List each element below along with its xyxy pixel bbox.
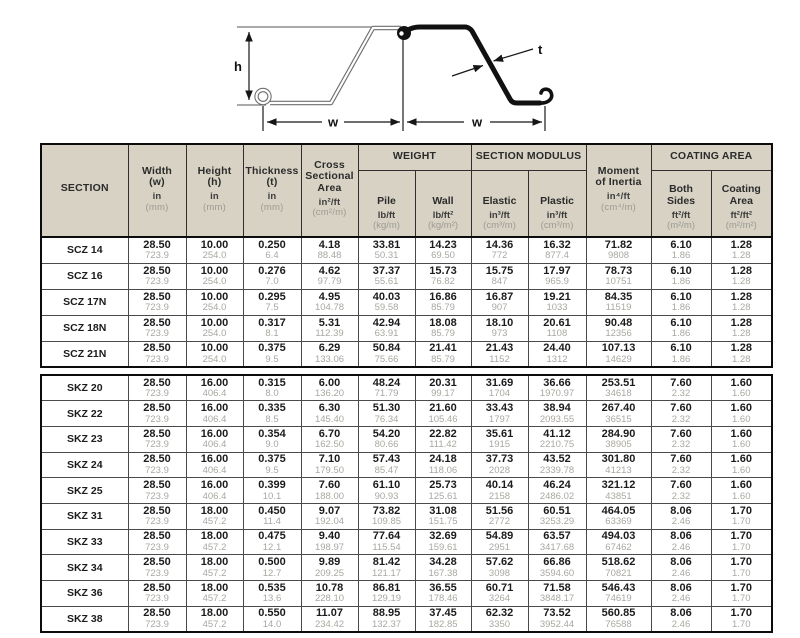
value-cell: 16.00 406.4 [186, 478, 243, 504]
column-header-pile: Pile lb/ft (kg/m) [358, 170, 415, 237]
value-cell: 17.97 965.9 [528, 263, 586, 289]
value-cell: 28.50 723.9 [128, 606, 186, 632]
value-cell: 73.82 109.85 [358, 503, 415, 529]
table-row [41, 581, 772, 607]
column-header-moment-of-inertia: Moment of Inertia in⁴/ft (cm⁴/m) [586, 144, 651, 237]
table-row [41, 452, 772, 478]
skz-table-body [41, 375, 772, 632]
value-cell: 28.50 723.9 [128, 503, 186, 529]
value-cell: 21.41 85.79 [415, 341, 471, 367]
value-cell: 1.70 1.70 [711, 581, 772, 607]
value-cell: 24.40 1312 [528, 341, 586, 367]
value-cell: 28.50 723.9 [128, 555, 186, 581]
value-cell: 1.60 1.60 [711, 401, 772, 427]
value-cell: 0.375 9.5 [243, 341, 301, 367]
value-cell: 6.70 162.50 [301, 426, 358, 452]
value-cell: 37.73 2028 [471, 452, 528, 478]
value-cell: 66.86 3594.60 [528, 555, 586, 581]
value-cell: 42.94 63.91 [358, 315, 415, 341]
value-cell: 46.24 2486.02 [528, 478, 586, 504]
value-cell: 0.475 12.1 [243, 529, 301, 555]
value-cell: 560.85 76588 [586, 606, 651, 632]
w-right-dimension [407, 115, 542, 130]
section-name: SKZ 31 [41, 503, 128, 529]
value-cell: 1.70 1.70 [711, 555, 772, 581]
group-header-coating-area: COATING AREA [651, 144, 772, 170]
column-header-width: Width (w) in (mm) [128, 144, 186, 237]
value-cell: 6.10 1.86 [651, 341, 711, 367]
value-cell: 10.00 254.0 [186, 237, 243, 263]
value-cell: 0.315 8.0 [243, 375, 301, 401]
value-cell: 546.43 74619 [586, 581, 651, 607]
value-cell: 7.10 179.50 [301, 452, 358, 478]
value-cell: 6.29 133.06 [301, 341, 358, 367]
value-cell: 20.61 1108 [528, 315, 586, 341]
value-cell: 1.28 1.28 [711, 341, 772, 367]
value-cell: 28.50 723.9 [128, 401, 186, 427]
value-cell: 1.60 1.60 [711, 426, 772, 452]
value-cell: 7.60 188.00 [301, 478, 358, 504]
section-name: SKZ 25 [41, 478, 128, 504]
value-cell: 0.276 7.0 [243, 263, 301, 289]
value-cell: 71.58 3848.17 [528, 581, 586, 607]
w-left-dimension [267, 115, 400, 130]
section-name: SKZ 36 [41, 581, 128, 607]
value-cell: 61.10 90.93 [358, 478, 415, 504]
value-cell: 16.00 406.4 [186, 426, 243, 452]
column-header-thickness: Thickness (t) in (mm) [243, 144, 301, 237]
section-name: SKZ 38 [41, 606, 128, 632]
section-name: SKZ 23 [41, 426, 128, 452]
value-cell: 28.50 723.9 [128, 529, 186, 555]
value-cell: 4.62 97.79 [301, 263, 358, 289]
value-cell: 8.06 2.46 [651, 606, 711, 632]
value-cell: 494.03 67462 [586, 529, 651, 555]
value-cell: 24.18 118.06 [415, 452, 471, 478]
value-cell: 51.56 2772 [471, 503, 528, 529]
value-cell: 54.89 2951 [471, 529, 528, 555]
table-header [41, 144, 772, 237]
value-cell: 18.10 973 [471, 315, 528, 341]
value-cell: 8.06 2.46 [651, 503, 711, 529]
sheet-pile-diagram [0, 0, 800, 142]
value-cell: 7.60 2.32 [651, 375, 711, 401]
value-cell: 0.500 12.7 [243, 555, 301, 581]
value-cell: 63.57 3417.68 [528, 529, 586, 555]
value-cell: 60.71 3264 [471, 581, 528, 607]
value-cell: 0.295 7.5 [243, 289, 301, 315]
value-cell: 1.28 1.28 [711, 315, 772, 341]
value-cell: 84.35 11519 [586, 289, 651, 315]
value-cell: 6.10 1.86 [651, 237, 711, 263]
value-cell: 43.52 2339.78 [528, 452, 586, 478]
value-cell: 0.450 11.4 [243, 503, 301, 529]
value-cell: 4.18 88.48 [301, 237, 358, 263]
value-cell: 78.73 10751 [586, 263, 651, 289]
value-cell: 0.317 8.1 [243, 315, 301, 341]
value-cell: 7.60 2.32 [651, 452, 711, 478]
table-row [41, 401, 772, 427]
value-cell: 28.50 723.9 [128, 581, 186, 607]
value-cell: 36.55 178.46 [415, 581, 471, 607]
value-cell: 10.00 254.0 [186, 289, 243, 315]
value-cell: 16.00 406.4 [186, 401, 243, 427]
value-cell: 73.52 3952.44 [528, 606, 586, 632]
value-cell: 50.84 75.66 [358, 341, 415, 367]
value-cell: 10.00 254.0 [186, 263, 243, 289]
section-name: SCZ 14 [41, 237, 128, 263]
skz-spec-table [40, 374, 773, 633]
value-cell: 81.42 121.17 [358, 555, 415, 581]
value-cell: 0.375 9.5 [243, 452, 301, 478]
right-pile-profile [408, 27, 552, 103]
value-cell: 20.31 99.17 [415, 375, 471, 401]
value-cell: 10.78 228.10 [301, 581, 358, 607]
table-row [41, 315, 772, 341]
value-cell: 16.86 85.79 [415, 289, 471, 315]
value-cell: 18.00 457.2 [186, 555, 243, 581]
value-cell: 71.82 9808 [586, 237, 651, 263]
column-header-elastic: Elastic in³/ft (cm³/m) [471, 170, 528, 237]
value-cell: 28.50 723.9 [128, 478, 186, 504]
h-dimension [234, 32, 249, 100]
value-cell: 40.03 59.58 [358, 289, 415, 315]
value-cell: 7.60 2.32 [651, 478, 711, 504]
value-cell: 1.60 1.60 [711, 375, 772, 401]
value-cell: 18.00 457.2 [186, 529, 243, 555]
value-cell: 107.13 14629 [586, 341, 651, 367]
scz-table-body [41, 237, 772, 367]
h-dimension-label: h [234, 59, 242, 74]
table-row [41, 263, 772, 289]
value-cell: 28.50 723.9 [128, 426, 186, 452]
value-cell: 18.00 457.2 [186, 503, 243, 529]
value-cell: 15.73 76.82 [415, 263, 471, 289]
value-cell: 1.70 1.70 [711, 606, 772, 632]
value-cell: 8.06 2.46 [651, 529, 711, 555]
value-cell: 4.95 104.78 [301, 289, 358, 315]
value-cell: 284.90 38905 [586, 426, 651, 452]
value-cell: 14.36 772 [471, 237, 528, 263]
left-pile-profile [257, 28, 402, 103]
w-right-dimension-label: w [471, 114, 483, 130]
table-row [41, 503, 772, 529]
value-cell: 57.62 3098 [471, 555, 528, 581]
table-row [41, 529, 772, 555]
value-cell: 38.94 2093.55 [528, 401, 586, 427]
value-cell: 77.64 115.54 [358, 529, 415, 555]
value-cell: 31.69 1704 [471, 375, 528, 401]
value-cell: 253.51 34618 [586, 375, 651, 401]
value-cell: 6.10 1.86 [651, 289, 711, 315]
section-name: SCZ 21N [41, 341, 128, 367]
value-cell: 57.43 85.47 [358, 452, 415, 478]
value-cell: 21.43 1152 [471, 341, 528, 367]
value-cell: 11.07 234.42 [301, 606, 358, 632]
value-cell: 8.06 2.46 [651, 555, 711, 581]
value-cell: 10.00 254.0 [186, 341, 243, 367]
section-name: SCZ 17N [41, 289, 128, 315]
table-row [41, 478, 772, 504]
column-header-wall: Wall lb/ft² (kg/m²) [415, 170, 471, 237]
value-cell: 28.50 723.9 [128, 341, 186, 367]
section-name: SCZ 16 [41, 263, 128, 289]
value-cell: 28.50 723.9 [128, 289, 186, 315]
value-cell: 36.66 1970.97 [528, 375, 586, 401]
value-cell: 33.81 50.31 [358, 237, 415, 263]
value-cell: 6.10 1.86 [651, 315, 711, 341]
value-cell: 9.89 209.25 [301, 555, 358, 581]
value-cell: 25.73 125.61 [415, 478, 471, 504]
column-header-coating-area: Coating Area ft²/ft² (m²/m²) [711, 170, 772, 237]
value-cell: 34.28 167.38 [415, 555, 471, 581]
value-cell: 32.69 159.61 [415, 529, 471, 555]
section-name: SKZ 20 [41, 375, 128, 401]
value-cell: 9.07 192.04 [301, 503, 358, 529]
value-cell: 1.60 1.60 [711, 452, 772, 478]
value-cell: 16.32 877.4 [528, 237, 586, 263]
value-cell: 28.50 723.9 [128, 315, 186, 341]
value-cell: 28.50 723.9 [128, 452, 186, 478]
value-cell: 31.08 151.75 [415, 503, 471, 529]
group-header-weight: WEIGHT [358, 144, 471, 170]
value-cell: 1.28 1.28 [711, 263, 772, 289]
value-cell: 18.00 457.2 [186, 581, 243, 607]
value-cell: 21.60 105.46 [415, 401, 471, 427]
value-cell: 40.14 2158 [471, 478, 528, 504]
value-cell: 1.28 1.28 [711, 237, 772, 263]
value-cell: 33.43 1797 [471, 401, 528, 427]
column-header-plastic: Plastic in³/ft (cm³/m) [528, 170, 586, 237]
value-cell: 62.32 3350 [471, 606, 528, 632]
table-row [41, 375, 772, 401]
value-cell: 0.335 8.5 [243, 401, 301, 427]
column-header-section [41, 144, 128, 237]
value-cell: 22.82 111.42 [415, 426, 471, 452]
value-cell: 28.50 723.9 [128, 375, 186, 401]
value-cell: 48.24 71.79 [358, 375, 415, 401]
value-cell: 10.00 254.0 [186, 315, 243, 341]
value-cell: 1.28 1.28 [711, 289, 772, 315]
value-cell: 518.62 70821 [586, 555, 651, 581]
value-cell: 35.61 1915 [471, 426, 528, 452]
group-header-section-modulus: SECTION MODULUS [471, 144, 586, 170]
value-cell: 8.06 2.46 [651, 581, 711, 607]
value-cell: 5.31 112.39 [301, 315, 358, 341]
section-header-label: SECTION [60, 181, 109, 194]
value-cell: 0.354 9.0 [243, 426, 301, 452]
value-cell: 54.20 80.66 [358, 426, 415, 452]
value-cell: 15.75 847 [471, 263, 528, 289]
scz-spec-table [40, 143, 773, 368]
column-header-cross-sectional-area: Cross Sectional Area in²/ft (cm²/m) [301, 144, 358, 237]
value-cell: 60.51 3253.29 [528, 503, 586, 529]
value-cell: 37.37 55.61 [358, 263, 415, 289]
t-dimension-label: t [538, 42, 543, 57]
value-cell: 88.95 132.37 [358, 606, 415, 632]
value-cell: 86.81 129.19 [358, 581, 415, 607]
value-cell: 41.12 2210.75 [528, 426, 586, 452]
value-cell: 7.60 2.32 [651, 401, 711, 427]
value-cell: 16.87 907 [471, 289, 528, 315]
value-cell: 301.80 41213 [586, 452, 651, 478]
value-cell: 16.00 406.4 [186, 452, 243, 478]
w-left-dimension-label: w [327, 114, 339, 130]
value-cell: 6.00 136.20 [301, 375, 358, 401]
section-name: SKZ 22 [41, 401, 128, 427]
section-name: SKZ 24 [41, 452, 128, 478]
value-cell: 9.40 198.97 [301, 529, 358, 555]
value-cell: 18.00 457.2 [186, 606, 243, 632]
value-cell: 19.21 1033 [528, 289, 586, 315]
value-cell: 18.08 85.79 [415, 315, 471, 341]
value-cell: 0.550 14.0 [243, 606, 301, 632]
value-cell: 1.60 1.60 [711, 478, 772, 504]
value-cell: 0.535 13.6 [243, 581, 301, 607]
value-cell: 6.10 1.86 [651, 263, 711, 289]
value-cell: 14.23 69.50 [415, 237, 471, 263]
table-row [41, 237, 772, 263]
value-cell: 1.70 1.70 [711, 529, 772, 555]
section-name: SKZ 33 [41, 529, 128, 555]
section-name: SCZ 18N [41, 315, 128, 341]
value-cell: 6.30 145.40 [301, 401, 358, 427]
value-cell: 464.05 63369 [586, 503, 651, 529]
table-row [41, 341, 772, 367]
value-cell: 90.48 12356 [586, 315, 651, 341]
value-cell: 7.60 2.32 [651, 426, 711, 452]
value-cell: 1.70 1.70 [711, 503, 772, 529]
value-cell: 37.45 182.85 [415, 606, 471, 632]
value-cell: 51.30 76.34 [358, 401, 415, 427]
column-header-both-sides: Both Sides ft²/ft (m²/m) [651, 170, 711, 237]
table-row [41, 606, 772, 632]
table-row [41, 289, 772, 315]
table-row [41, 426, 772, 452]
table-row [41, 555, 772, 581]
value-cell: 0.399 10.1 [243, 478, 301, 504]
t-annotation [452, 42, 543, 76]
value-cell: 16.00 406.4 [186, 375, 243, 401]
value-cell: 267.40 36515 [586, 401, 651, 427]
value-cell: 321.12 43851 [586, 478, 651, 504]
value-cell: 28.50 723.9 [128, 263, 186, 289]
value-cell: 28.50 723.9 [128, 237, 186, 263]
column-header-height: Height (h) in (mm) [186, 144, 243, 237]
section-name: SKZ 34 [41, 555, 128, 581]
value-cell: 0.250 6.4 [243, 237, 301, 263]
